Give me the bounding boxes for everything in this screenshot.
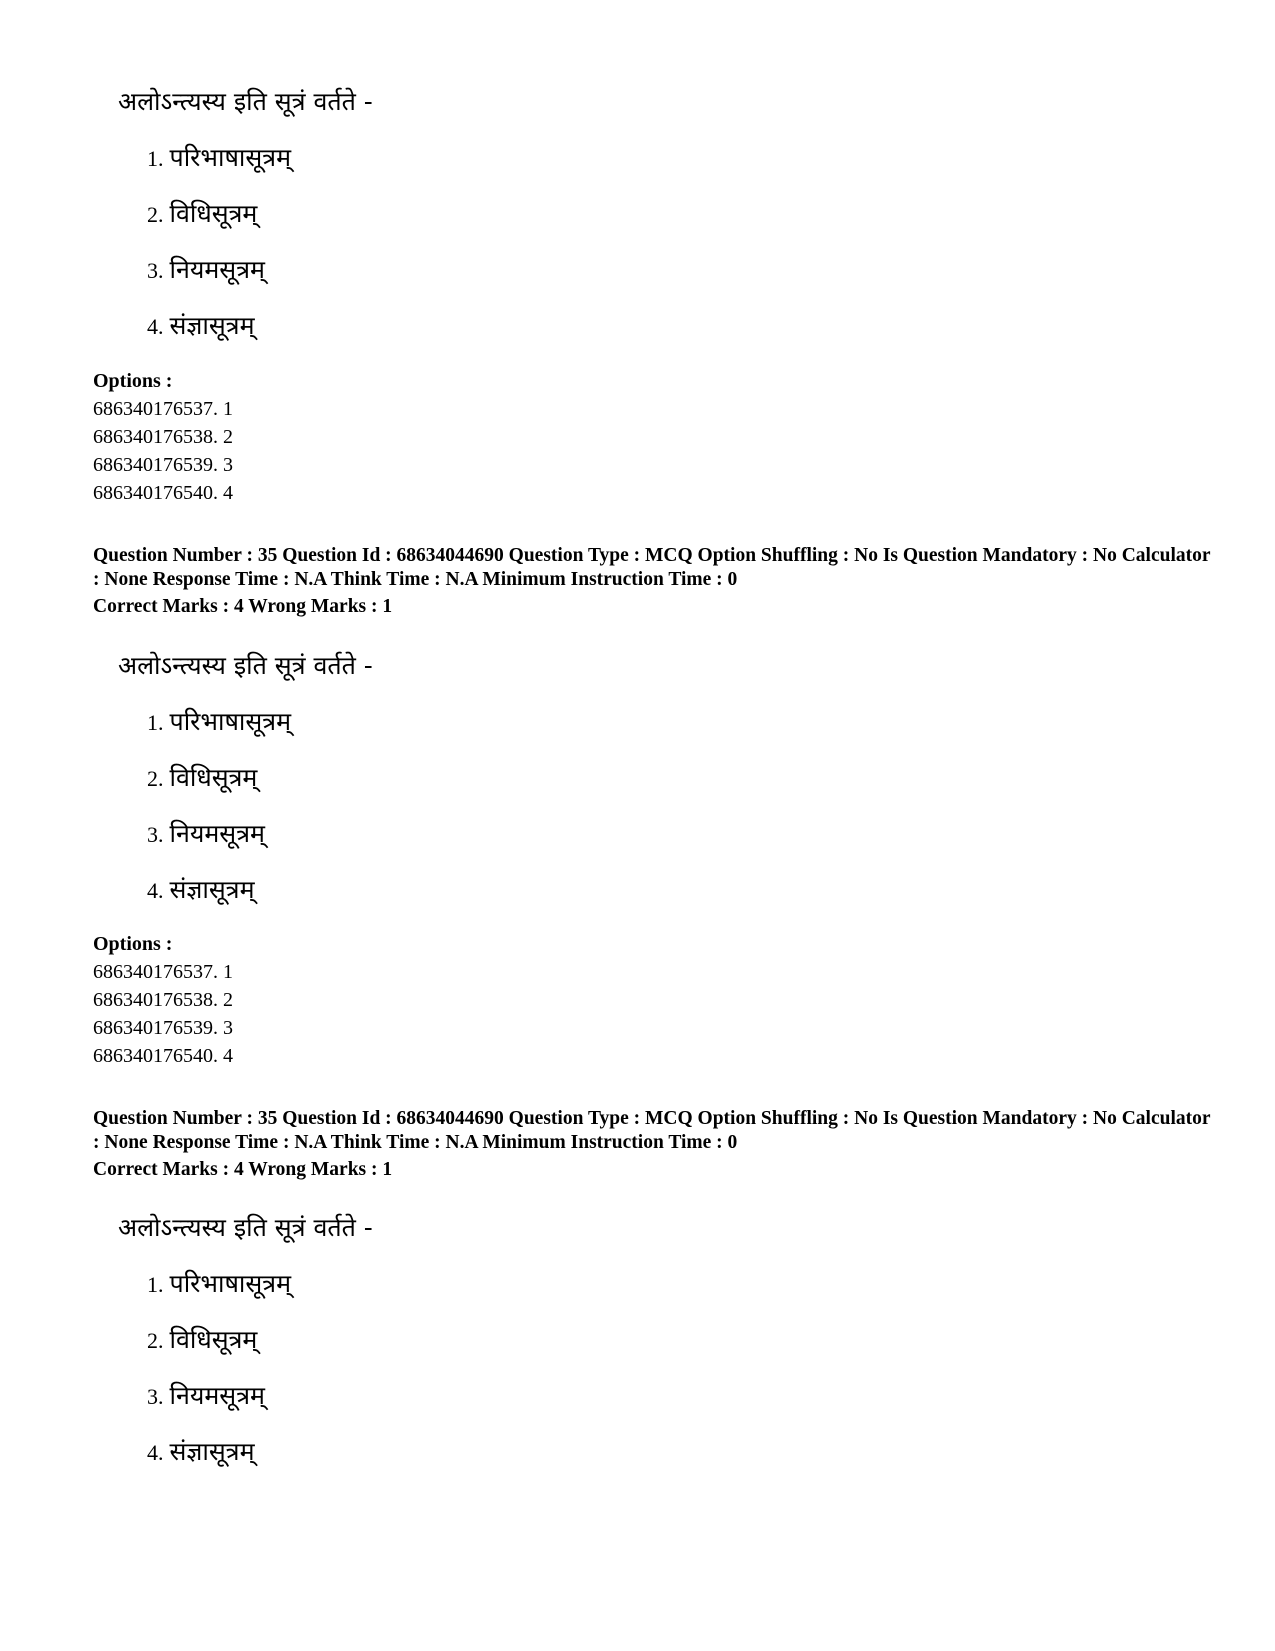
choice-number: 4.: [147, 314, 164, 339]
choice-number: 4.: [147, 878, 164, 903]
choice-text: विधिसूत्रम्: [169, 763, 258, 792]
question-choice-4: [147, 874, 255, 907]
option-row: 686340176537. 1: [93, 398, 233, 420]
question-choice-4: [147, 1436, 255, 1469]
choice-number: 1.: [147, 1272, 164, 1297]
question-choice-2: [147, 762, 257, 795]
options-label: Options :: [93, 370, 173, 392]
question-meta: Question Number : 35 Question Id : 68634044690 Question Type : MCQ Option Shuffling : No Is Question Mandatory : No Calculator : None Response Time : N.A Think Time : N.A Minimum Instruction Time : 0: [93, 1108, 1211, 1153]
question-stem: अलोऽन्त्यस्य इति सूत्रं वर्तते -: [118, 1213, 373, 1242]
question-choice-3: [147, 818, 265, 851]
question-marks: Correct Marks : 4 Wrong Marks : 1: [93, 596, 393, 617]
choice-text: विधिसूत्रम्: [169, 1325, 258, 1354]
question-choice-4: [147, 310, 255, 343]
choice-number: 1.: [147, 710, 164, 735]
choice-number: 2.: [147, 1328, 164, 1353]
option-row: 686340176538. 2: [93, 426, 233, 448]
choice-text: परिभाषासूत्रम्: [169, 1269, 292, 1298]
question-choice-2: [147, 198, 257, 231]
choice-text: संज्ञासूत्रम्: [169, 1437, 255, 1466]
question-meta: Question Number : 35 Question Id : 68634044690 Question Type : MCQ Option Shuffling : No Is Question Mandatory : No Calculator : None Response Time : N.A Think Time : N.A Minimum Instruction Time : 0: [93, 545, 1211, 590]
question-choice-1: [147, 1268, 291, 1301]
question-choice-3: [147, 254, 265, 287]
choice-text: नियमसूत्रम्: [169, 1381, 265, 1410]
choice-text: विधिसूत्रम्: [169, 199, 258, 228]
option-row: 686340176537. 1: [93, 961, 233, 983]
question-choice-3: [147, 1380, 265, 1413]
choice-text: संज्ञासूत्रम्: [169, 875, 255, 904]
option-row: 686340176538. 2: [93, 989, 233, 1011]
option-row: 686340176540. 4: [93, 1045, 233, 1067]
question-choice-2: [147, 1324, 257, 1357]
question-choice-1: [147, 706, 291, 739]
option-row: 686340176540. 4: [93, 482, 233, 504]
question-marks: Correct Marks : 4 Wrong Marks : 1: [93, 1159, 393, 1180]
question-stem: अलोऽन्त्यस्य इति सूत्रं वर्तते -: [118, 87, 373, 116]
choice-number: 2.: [147, 202, 164, 227]
choice-number: 3.: [147, 1384, 164, 1409]
options-label: Options :: [93, 933, 173, 955]
choice-text: नियमसूत्रम्: [169, 819, 265, 848]
option-row: 686340176539. 3: [93, 1017, 233, 1039]
option-row: 686340176539. 3: [93, 454, 233, 476]
choice-text: संज्ञासूत्रम्: [169, 311, 255, 340]
question-stem: अलोऽन्त्यस्य इति सूत्रं वर्तते -: [118, 651, 373, 680]
choice-text: परिभाषासूत्रम्: [169, 143, 292, 172]
choice-number: 2.: [147, 766, 164, 791]
choice-number: 3.: [147, 822, 164, 847]
choice-number: 3.: [147, 258, 164, 283]
choice-number: 1.: [147, 146, 164, 171]
question-choice-1: [147, 142, 291, 175]
choice-number: 4.: [147, 1440, 164, 1465]
choice-text: नियमसूत्रम्: [169, 255, 265, 284]
choice-text: परिभाषासूत्रम्: [169, 707, 292, 736]
